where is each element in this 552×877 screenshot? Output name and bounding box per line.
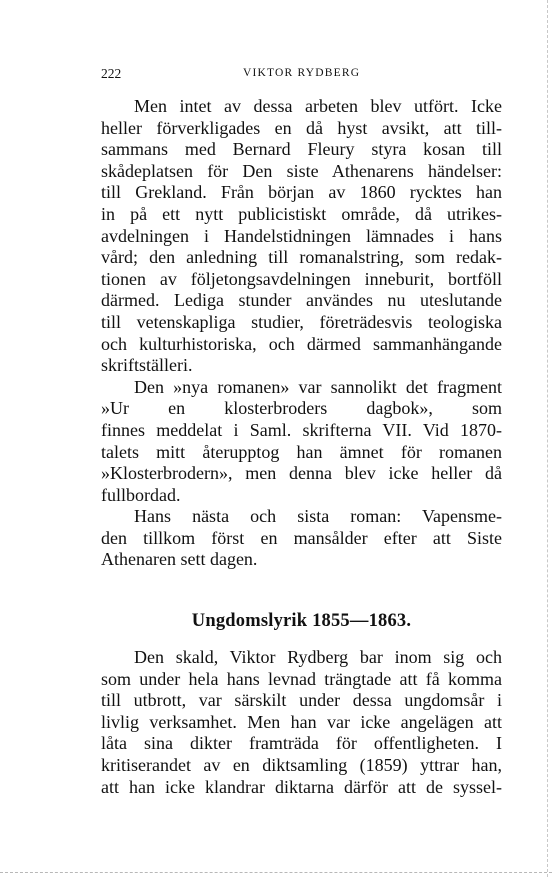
text-line: och kulturhistoriska, och därmed sammanhängande — [101, 333, 502, 354]
text-line: heller förverkligades en då hyst avsikt, att till- — [101, 117, 502, 138]
text-line: som under hela hans levnad trängtade att få komma — [101, 668, 502, 689]
page-number: 222 — [101, 66, 122, 81]
text-line: »Klosterbrodern», men denna blev icke heller då — [101, 463, 502, 484]
section-heading: Ungdomslyrik 1855—1863. — [191, 611, 412, 632]
header-title: VIKTOR RYDBERG — [243, 67, 361, 79]
text-line: till vetenskapliga studier, företrädesvis teologiska — [101, 311, 502, 332]
text-line: den tillkom först en mansålder efter att Siste — [101, 527, 502, 548]
text-line: till utbrott, var särskilt under dessa ungdomsår i — [101, 690, 502, 711]
text-line: skådeplatsen för Den siste Athenarens händelser: — [101, 160, 502, 181]
text-line: till Grekland. Från början av 1860 rycktes han — [101, 182, 502, 203]
text-line: finnes meddelat i Saml. skrifterna VII. Vid 1870- — [101, 419, 502, 440]
scan-bottom-edge — [0, 872, 552, 874]
text-line: Den »nya romanen» var sannolikt det fragment — [134, 376, 502, 397]
running-header — [101, 66, 501, 86]
scan-right-edge — [547, 0, 549, 877]
text-line: Athenaren sett dagen. — [101, 549, 258, 570]
text-line: avdelningen i Handelstidningen lämnades i hans — [101, 225, 502, 246]
body-text — [101, 96, 502, 798]
text-line: livlig verksamhet. Men han var icke angelägen att — [101, 711, 502, 732]
text-line: in på ett nytt publicistiskt område, då utrikes- — [101, 203, 502, 224]
text-line: skriftställeri. — [101, 355, 193, 376]
text-line: kritiserandet av en diktsamling (1859) yttrar han, — [101, 755, 502, 776]
text-line: vård; den anledning till romanalstring, som redak- — [101, 247, 502, 268]
text-line: Men intet av dessa arbeten blev utfört. Icke — [134, 96, 502, 116]
text-line: fullbordad. — [101, 484, 181, 505]
text-line: att han icke klandrar diktarna därför att de syssel- — [101, 776, 502, 797]
text-line: talets mitt återupptog han ämnet för romanen — [101, 441, 502, 462]
text-line: »Ur en klosterbroders dagbok», som — [101, 398, 502, 419]
text-line: Den skald, Viktor Rydberg bar inom sig och — [134, 647, 502, 668]
text-line: sammans med Bernard Fleury styra kosan till — [101, 139, 502, 160]
text-line: därmed. Lediga stunder användes nu uteslutande — [101, 290, 502, 311]
text-line: låta sina dikter framträda för offentligheten. I — [101, 733, 502, 754]
text-line: Hans nästa och sista roman: Vapensme- — [134, 506, 502, 527]
text-line: tionen av följetongsavdelningen inneburit, bortföll — [101, 268, 502, 289]
